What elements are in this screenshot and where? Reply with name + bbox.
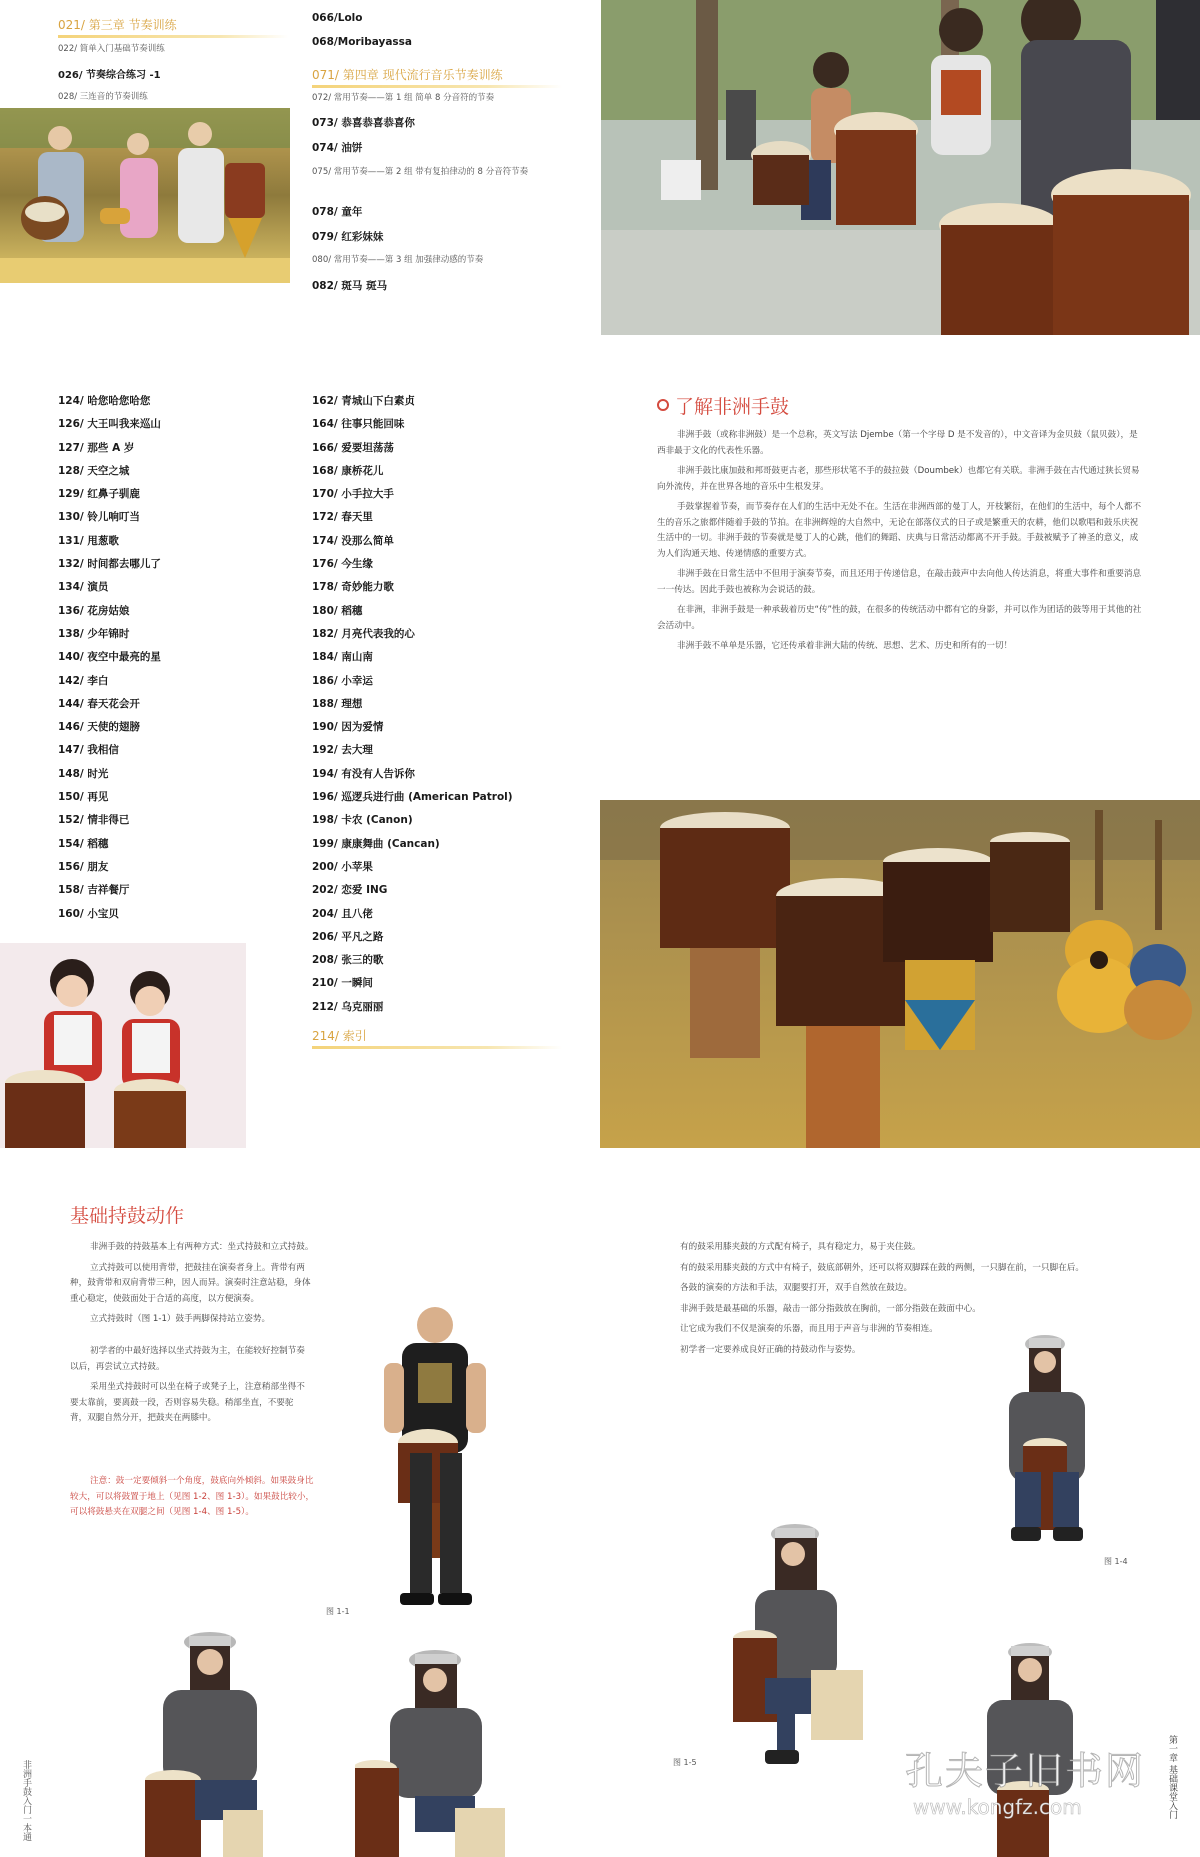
toc-item: 210/ 一瞬间 bbox=[312, 977, 373, 990]
toc-item: 152/ 情非得已 bbox=[58, 814, 130, 827]
toc-item: 127/ 那些 A 岁 bbox=[58, 441, 135, 454]
toc-item: 174/ 没那么简单 bbox=[312, 534, 394, 547]
seated-woman-photo-2 bbox=[355, 1648, 515, 1857]
toc-item: 146/ 天使的翅膀 bbox=[58, 721, 140, 734]
toc-item: 124/ 哈您哈您哈您 bbox=[58, 395, 151, 407]
toc-item: 150/ 再见 bbox=[58, 791, 109, 804]
bullet-circle-icon bbox=[657, 399, 669, 411]
figure-label-1-1: 图 1-1 bbox=[326, 1607, 350, 1616]
side-caption-left: 非洲手鼓入门一本通 bbox=[21, 1760, 31, 1841]
toc-item: 148/ 时光 bbox=[58, 767, 109, 780]
figure-label-1-4: 图 1-4 bbox=[1104, 1557, 1128, 1566]
paragraph: 非洲手鼓比康加鼓和邦哥鼓更古老，那些形状笔不手的鼓拉鼓（Doumbek）也都它有关联。非洲手鼓在古代通过狭长贸易向外流传，并在世界各地的音乐中生根发芽。 bbox=[657, 466, 1140, 492]
toc-item: 079/ 红彩妹妹 bbox=[312, 231, 384, 243]
toc-item: 162/ 青城山下白素贞 bbox=[312, 395, 415, 407]
toc-column-1 bbox=[58, 393, 288, 929]
toc-item: 073/ 恭喜恭喜恭喜你 bbox=[312, 117, 415, 129]
paragraph: 初学者的中最好选择以坐式持鼓为主，在能较好控制节奏以后，再尝试立式持鼓。 bbox=[70, 1346, 305, 1372]
toc-item: 212/ 乌克丽丽 bbox=[312, 1000, 384, 1013]
toc-item: 082/ 斑马 斑马 bbox=[312, 280, 388, 292]
drummers-photo bbox=[601, 0, 1200, 335]
paragraph: 手鼓掌握着节奏，而节奏存在人们的生活中无处不在。生活在非洲西部的曼丁人，开枝繁衍，在他们的生活中，每个人都不生的音乐之旅都伴随着手鼓的节拍。在非洲辉煌的大自然中，无论在部落仪式的日子或是繁重天的农耕，他们以歌唱和鼓乐庆祝生活中的一切。非洲手鼓的节奏就是曼丁人的心跳，他们的舞蹈、庆典与日常活动都离不开手鼓。手鼓被赋予了神圣的意义，成为人们沟通天地、传递情感的重要方式。 bbox=[657, 502, 1142, 559]
toc-item: 168/ 康桥花儿 bbox=[312, 464, 384, 477]
toc-item: 204/ 且八佬 bbox=[312, 907, 373, 920]
toc-item: 208/ 张三的歌 bbox=[312, 954, 384, 967]
kids-photo bbox=[0, 943, 246, 1148]
toc-item: 188/ 理想 bbox=[312, 697, 363, 710]
note-text: 注意：鼓一定要倾斜一个角度，鼓底向外倾斜。如果鼓身比较大，可以将鼓置于地上（见图 1-2、图 1-3）。如果鼓比较小，可以将鼓悬夹在双腿之间（见图 1-4、图 1-5）。 bbox=[70, 1476, 315, 1517]
toc-item: 078/ 童年 bbox=[312, 206, 363, 218]
paragraph: 各鼓的演奏的方法和手法，双腿要打开，双手自然放在鼓边。 bbox=[680, 1283, 913, 1293]
toc-item: 172/ 春天里 bbox=[312, 511, 373, 524]
seated-woman-photo-5 bbox=[725, 1520, 865, 1770]
paragraph: 立式持鼓可以使用背带，把鼓挂在演奏者身上。背带有两种，鼓背带和双肩背带三种，因人而异。演奏时注意站稳，身体重心稳定，使鼓面处于合适的高度，以方便演奏。 bbox=[70, 1262, 311, 1304]
section2-left-body-top bbox=[70, 1240, 318, 1333]
toc-item: 130/ 铃儿响叮当 bbox=[58, 511, 140, 524]
figure-label-1-5: 图 1-5 bbox=[673, 1758, 697, 1767]
paragraph: 在非洲，非洲手鼓是一种承载着历史“传”性的鼓，在很多的传统活动中都有它的身影，并可以作为团话的鼓等用于其他的社会活动中。 bbox=[657, 605, 1142, 631]
toc-chapter3: 021/ 第三章 节奏训练 bbox=[58, 16, 268, 36]
toc-item: 136/ 花房姑娘 bbox=[58, 604, 130, 617]
toc-item: 166/ 爱要坦荡荡 bbox=[312, 441, 394, 454]
man-standing-drum-photo bbox=[370, 1303, 500, 1618]
toc-item: 206/ 平凡之路 bbox=[312, 930, 384, 943]
paragraph: 非洲手鼓在日常生活中不但用于演奏节奏，而且还用于传递信息，在敲击鼓声中去向他人传达消息，将重大事件和重要消息一一传达。因此手鼓也被称为会说话的鼓。 bbox=[657, 569, 1142, 595]
paragraph: 非洲手鼓（或称非洲鼓）是一个总称，英文写法 Djembe（第一个字母 D 是不发音的），中文音译为金贝鼓（鼠贝鼓），是西非最于文化的代表性乐器。 bbox=[657, 430, 1138, 456]
toc-item: 194/ 有没有人告诉你 bbox=[312, 767, 415, 780]
toc-item: 200/ 小苹果 bbox=[312, 860, 373, 873]
toc-item: 075/ 常用节奏——第 2 组 带有复拍律动的 8 分音符节奏 bbox=[312, 167, 529, 177]
toc-item: 199/ 康康舞曲 (Cancan) bbox=[312, 837, 440, 850]
paragraph: 有的鼓采用膝夹鼓的方式中有椅子，鼓底部朝外，还可以将双脚踩在鼓的两侧，一只脚在前，一只脚在后。 bbox=[680, 1262, 1084, 1273]
toc-index: 214/ 索引 bbox=[312, 1027, 542, 1047]
toc-item: 164/ 往事只能回味 bbox=[312, 418, 405, 431]
toc-item: 066/Lolo bbox=[312, 12, 363, 24]
toc-item: 074/ 油饼 bbox=[312, 142, 363, 154]
section1-title: 了解非洲手鼓 bbox=[675, 396, 790, 418]
toc-item: 129/ 红鼻子驯鹿 bbox=[58, 488, 140, 501]
toc-item: 026/ 节奏综合练习 -1 bbox=[58, 70, 161, 81]
toc-item: 128/ 天空之城 bbox=[58, 464, 130, 477]
watermark-text: 孔夫子旧书网 bbox=[905, 1749, 1146, 1793]
toc-item: 156/ 朋友 bbox=[58, 860, 109, 873]
toc-chapter4: 071/ 第四章 现代流行音乐节奏训练 bbox=[312, 66, 542, 86]
section1-body bbox=[657, 428, 1143, 660]
paragraph: 非洲手鼓不单单是乐器，它还传承着非洲大陆的传统、思想、艺术、历史和所有的一切！ bbox=[677, 641, 1013, 651]
side-caption-right: 第一章 基础课堂入门 bbox=[1167, 1735, 1177, 1819]
paragraph: 非洲手鼓是最基础的乐器，敲击一部分指鼓放在胸前，一部分指鼓在鼓面中心。 bbox=[680, 1303, 981, 1314]
toc-item: 170/ 小手拉大手 bbox=[312, 488, 394, 501]
toc-item: 160/ 小宝贝 bbox=[58, 907, 119, 920]
watermark-url: www.kongfz.com bbox=[913, 1795, 1082, 1819]
toc-item: 138/ 少年锦时 bbox=[58, 627, 130, 640]
toc-item: 028/ 三连音的节奏训练 bbox=[58, 92, 148, 102]
toc-item: 147/ 我相信 bbox=[58, 744, 119, 757]
seated-woman-photo-1 bbox=[135, 1630, 285, 1857]
toc-item: 178/ 奇妙能力歌 bbox=[312, 581, 394, 594]
toc-item: 068/Moribayassa bbox=[312, 36, 412, 48]
paragraph: 让它成为我们不仅是演奏的乐器，而且用于声音与非洲的节奏相连。 bbox=[680, 1324, 938, 1334]
section2-title: 基础持鼓动作 bbox=[70, 1205, 185, 1227]
toc-item: 198/ 卡农 (Canon) bbox=[312, 814, 413, 827]
watermark bbox=[905, 1740, 1165, 1840]
seated-woman-photo-4 bbox=[995, 1332, 1105, 1562]
toc-item: 131/ 甩葱歌 bbox=[58, 534, 119, 547]
toc-item: 134/ 演员 bbox=[58, 581, 109, 594]
toc-item: 080/ 常用节奏——第 3 组 加强律动感的节奏 bbox=[312, 255, 484, 265]
toc-column-2 bbox=[312, 393, 572, 1022]
toc-item: 126/ 大王叫我来巡山 bbox=[58, 418, 161, 431]
toc-item: 022/ 简单入门基础节奏训练 bbox=[58, 44, 165, 54]
section1-title-wrap bbox=[657, 392, 897, 422]
paragraph: 采用坐式持鼓时可以坐在椅子或凳子上，注意稍部坐得不要太靠前，要离鼓一段，否则容易失稳。稍部坐直，不要驼背，双腿自然分开，把鼓夹在两膝中。 bbox=[70, 1382, 305, 1423]
paragraph: 初学者一定要养成良好正确的持鼓动作与姿势。 bbox=[680, 1344, 861, 1355]
family-photo bbox=[0, 108, 290, 283]
paragraph: 非洲手鼓的持鼓基本上有两种方式：坐式持鼓和立式持鼓。 bbox=[90, 1242, 314, 1252]
toc-item: 186/ 小幸运 bbox=[312, 674, 373, 687]
toc-item: 154/ 稻穗 bbox=[58, 837, 109, 850]
toc-item: 190/ 因为爱情 bbox=[312, 721, 384, 734]
toc-item: 196/ 巡逻兵进行曲 (American Patrol) bbox=[312, 791, 513, 804]
toc-item: 140/ 夜空中最亮的星 bbox=[58, 651, 161, 664]
toc-item: 176/ 今生缘 bbox=[312, 558, 373, 571]
toc-item: 132/ 时间都去哪儿了 bbox=[58, 558, 161, 571]
toc-item: 142/ 李白 bbox=[58, 674, 109, 687]
section2-left-body-side bbox=[70, 1344, 310, 1432]
toc-item: 184/ 南山南 bbox=[312, 651, 373, 664]
section2-note bbox=[70, 1474, 315, 1521]
toc-item: 144/ 春天花会开 bbox=[58, 697, 140, 710]
paragraph: 立式持鼓时（图 1-1）鼓手两脚保持站立姿势。 bbox=[90, 1314, 271, 1324]
toc-item: 072/ 常用节奏——第 1 组 简单 8 分音符的节奏 bbox=[312, 93, 495, 103]
paragraph: 有的鼓采用膝夹鼓的方式配有椅子，具有稳定力，易于夹住鼓。 bbox=[680, 1242, 921, 1252]
drums-guitars-photo bbox=[600, 800, 1200, 1148]
toc-item: 202/ 恋爱 ING bbox=[312, 884, 388, 897]
toc-item: 158/ 吉祥餐厅 bbox=[58, 884, 130, 897]
toc-item: 180/ 稻穗 bbox=[312, 604, 363, 617]
toc-item: 192/ 去大理 bbox=[312, 744, 373, 757]
toc-item: 182/ 月亮代表我的心 bbox=[312, 627, 415, 640]
